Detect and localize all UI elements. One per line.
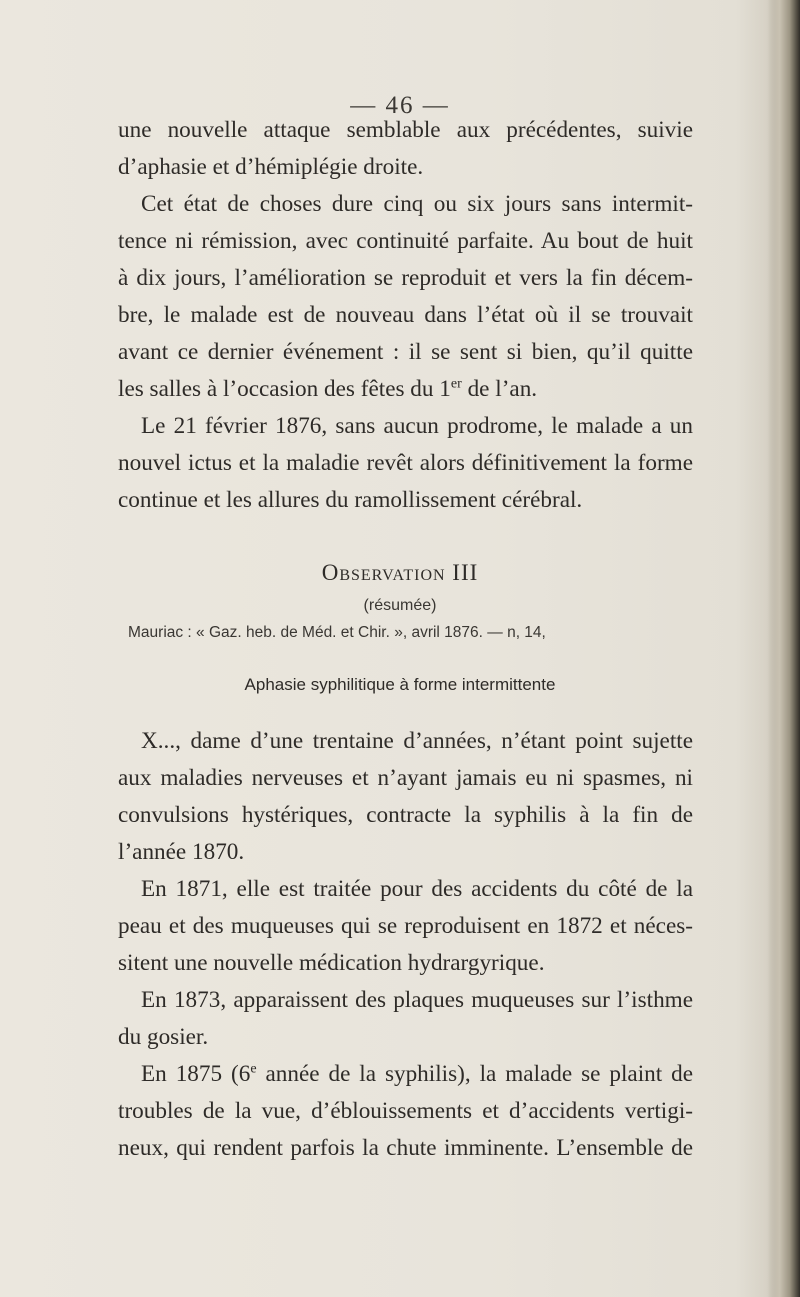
text-line: troubles de la vue, d’éblouissements et d’accidents vertigi- bbox=[118, 1098, 693, 1124]
observation-title: Observation III bbox=[321, 560, 479, 585]
text-line: d’aphasie et d’hémiplégie droite. bbox=[118, 154, 424, 180]
text-line: X..., dame d’une trentaine d’années, n’étant point sujette bbox=[141, 728, 693, 754]
text-line: neux, qui rendent parfois la chute imminente. L’ensemble de bbox=[118, 1135, 693, 1161]
text-line: convulsions hystériques, contracte la syphilis à la fin de bbox=[118, 802, 693, 828]
text-segment: En 1875 (6 bbox=[141, 1061, 251, 1087]
book-binding-edge bbox=[766, 0, 800, 1297]
observation-heading: Aphasie syphilitique à forme intermittente bbox=[244, 675, 556, 694]
text-line bbox=[141, 1056, 693, 1092]
text-line: En 1873, apparaissent des plaques muqueuses sur l’isthme bbox=[141, 987, 693, 1013]
text-line: avant ce dernier événement : il se sent si bien, qu’il quitte bbox=[118, 339, 693, 365]
text-line: sitent une nouvelle médication hydrargyrique. bbox=[118, 950, 545, 976]
text-segment: de l’an. bbox=[461, 376, 538, 402]
text-line: nouvel ictus et la maladie revêt alors définitivement la forme bbox=[118, 450, 693, 476]
text-line: à dix jours, l’amélioration se reproduit et vers la fin décem- bbox=[118, 265, 693, 291]
observation-subtitle: (résumée) bbox=[363, 597, 437, 614]
text-line: Cet état de choses dure cinq ou six jours sans intermit- bbox=[141, 191, 693, 217]
page-number: — 46 — bbox=[350, 92, 450, 119]
text-line: l’année 1870. bbox=[118, 839, 245, 865]
superscript: e bbox=[250, 1061, 257, 1077]
text-line: En 1871, elle est traitée pour des accidents du côté de la bbox=[141, 876, 693, 902]
observation-reference: Mauriac : « Gaz. heb. de Méd. et Chir. », avril 1876. — n, 14, bbox=[128, 624, 546, 641]
text-line: du gosier. bbox=[118, 1024, 209, 1050]
text-line: une nouvelle attaque semblable aux précédentes, suivie bbox=[118, 117, 693, 143]
text-segment: les salles à l’occasion des fêtes du 1 bbox=[118, 376, 451, 402]
superscript: er bbox=[450, 376, 462, 392]
text-line bbox=[118, 371, 693, 407]
text-line: bre, le malade est de nouveau dans l’état où il se trouvait bbox=[118, 302, 693, 328]
text-segment: année de la syphilis), la malade se plaint de bbox=[256, 1061, 694, 1087]
text-line: peau et des muqueuses qui se reproduisent en 1872 et néces- bbox=[118, 913, 693, 939]
text-line: tence ni rémission, avec continuité parfaite. Au bout de huit bbox=[118, 228, 693, 254]
text-line: Le 21 février 1876, sans aucun prodrome, le malade a un bbox=[141, 413, 693, 439]
text-line: aux maladies nerveuses et n’ayant jamais eu ni spasmes, ni bbox=[118, 765, 693, 791]
text-line: continue et les allures du ramollissement cérébral. bbox=[118, 487, 583, 513]
